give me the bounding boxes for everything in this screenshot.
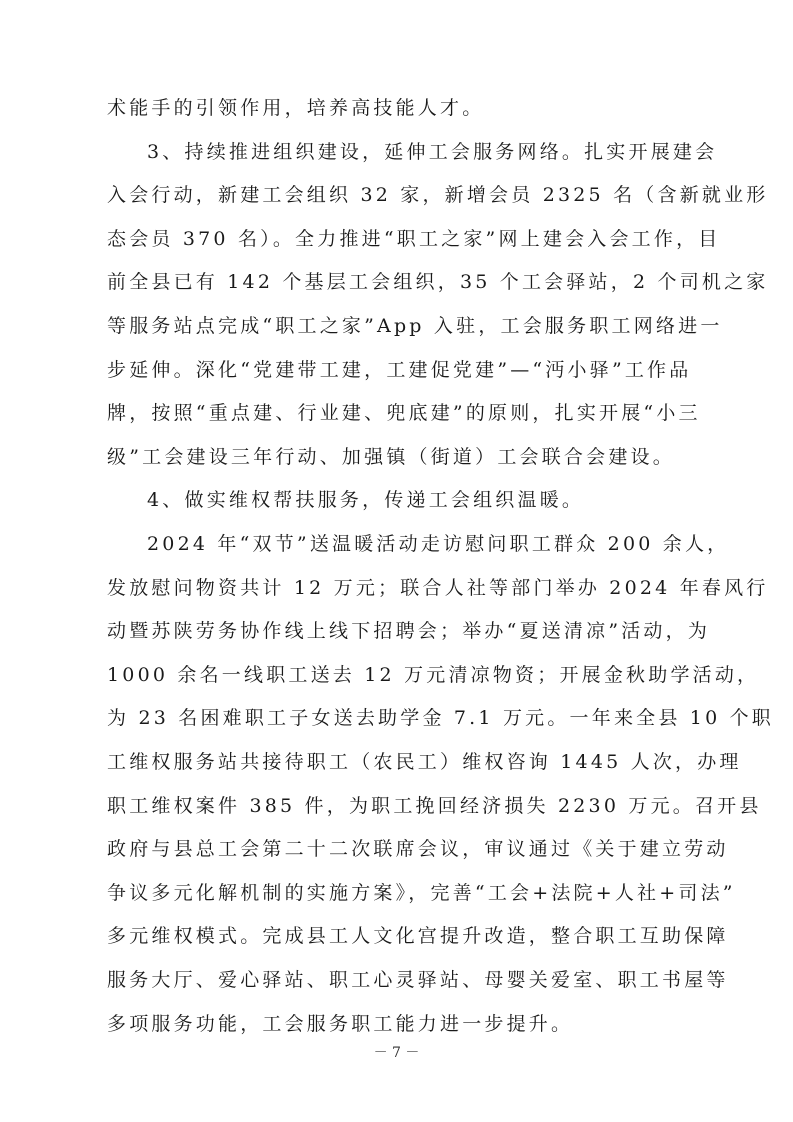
text-line: 入会行动，新建工会组织 32 家，新增会员 2325 名（含新就业形 [107,184,769,207]
text-line: 2024 年“双节”送温暖活动走访慰问职工群众 200 余人， [147,533,730,555]
page-number: － 7 － [373,1045,420,1061]
text-line: 政府与县总工会第二十二次联席会议，审议通过《关于建立劳动 [107,838,729,861]
text-line: 前全县已有 142 个基层工会组织，35 个工会驿站，2 个司机之家 [107,271,769,294]
text-line: 职工维权案件 385 件，为职工挽回经济损失 2230 万元。召开县 [107,794,762,817]
section-heading-4: 4、做实维权帮扶服务，传递工会组织温暖。 [147,489,585,512]
text-line: 多项服务功能，工会服务职工能力进一步提升。 [107,1012,574,1035]
text-line: 1000 余名一线职工送去 12 万元清凉物资；开展金秋助学活动， [107,663,760,686]
text-line: 发放慰问物资共计 12 万元；联合人社等部门举办 2024 年春风行 [107,576,769,599]
text-line: 工维权服务站共接待职工（农民工）维权咨询 1445 人次，办理 [107,751,742,773]
text-line: 态会员 370 名）。全力推进“职工之家”网上建会入会工作，目 [107,227,721,250]
text-line: 术能手的引领作用，培养高技能人才。 [107,97,485,119]
text-line: 服务大厅、爱心驿站、职工心灵驿站、母婴关爱室、职工书屋等 [107,969,729,991]
section-heading-3: 3、持续推进组织建设，延伸工会服务网络。扎实开展建会 [147,140,718,163]
text-line: 争议多元化解机制的实施方案》，完善“工会+法院+人社+司法” [107,881,736,904]
text-line: 级”工会建设三年行动、加强镇（街道）工会联合会建设。 [107,445,675,468]
text-line: 牌，按照“重点建、行业建、兜底建”的原则，扎实开展“小三 [107,402,701,425]
text-line: 多元维权模式。完成县工人文化宫提升改造，整合职工互助保障 [107,925,729,948]
text-line: 为 23 名困难职工子女送去助学金 7.1 万元。一年来全县 10 个职 [107,707,775,730]
text-line: 等服务站点完成“职工之家”App 入驻，工会服务职工网络进一 [107,315,723,337]
text-line: 动暨苏陕劳务协作线上线下招聘会；举办“夏送清凉”活动，为 [107,620,711,643]
text-line: 步延伸。深化“党建带工建，工建促党建”—“沔小驿”工作品 [107,358,692,381]
